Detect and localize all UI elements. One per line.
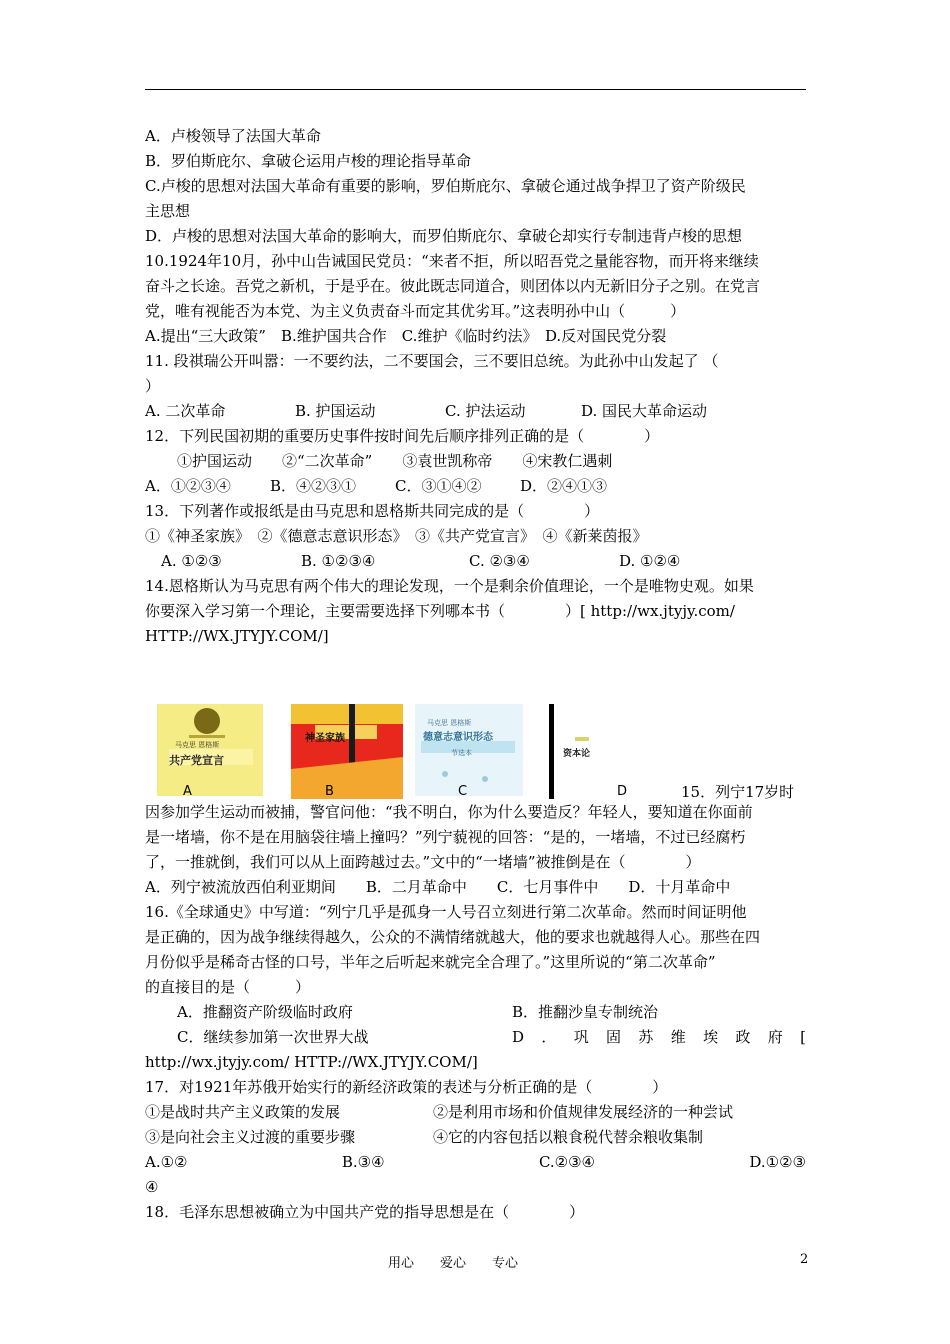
q10-line-3: 党，唯有视能否为本党、为主义负责奋斗而定其优劣耳。”这表明孙中山（ ） bbox=[145, 302, 686, 320]
option-a-prev: A．卢梭领导了法国大革命 bbox=[145, 127, 321, 145]
q17-option-d: D.①②③ bbox=[749, 1153, 806, 1171]
q12-option-d: D．②④①③ bbox=[520, 477, 608, 495]
q11-line-2: ） bbox=[145, 377, 161, 395]
document-body bbox=[145, 124, 806, 1225]
book-b-label: B bbox=[325, 784, 334, 799]
q16-option-c: C．继续参加第一次世界大战 bbox=[177, 1028, 369, 1046]
q16-options-ab bbox=[145, 1000, 806, 1025]
q16-d-char: 固 bbox=[606, 1028, 622, 1046]
q17-items-34 bbox=[145, 1125, 806, 1150]
q16-line-1: 16.《全球通史》中写道：“列宁几乎是孤身一人号召立刻进行第二次革命。然而时间证明他 bbox=[145, 903, 747, 921]
q14-line-2: 你要深入学习第一个理论，主要需要选择下列哪本书（ ）[ http://wx.jtyjy.com/ bbox=[145, 602, 735, 620]
q12-options bbox=[145, 474, 806, 499]
q17-item-1: ①是战时共产主义政策的发展 bbox=[145, 1103, 341, 1121]
q12-option-b: B．④②③① bbox=[270, 477, 357, 495]
q16-d-char: ． bbox=[541, 1028, 557, 1046]
book-a-label: A bbox=[183, 784, 192, 799]
q16-d-char: D bbox=[512, 1028, 525, 1046]
q16-d-char: 巩 bbox=[573, 1028, 589, 1046]
q11-line-1: 11. 段祺瑞公开叫嚣：一不要约法，二不要国会，三不要旧总统。为此孙中山发起了 （ bbox=[145, 352, 719, 370]
q17-items-12 bbox=[145, 1100, 806, 1125]
q13-option-a: A. ①②③ bbox=[161, 552, 222, 570]
book-c-title: 德意志意识形态 bbox=[423, 732, 493, 743]
q10-line-2: 奋斗之长途。吾党之新机，于是乎在。彼此既志同道合，则团体以内无新旧分子之别。在党言 bbox=[145, 277, 761, 295]
book-image-row bbox=[145, 649, 806, 800]
q11-option-b: B. 护国运动 bbox=[295, 402, 376, 420]
q13-options bbox=[145, 549, 806, 574]
q16-option-d bbox=[512, 1025, 806, 1050]
q13-option-d: D. ①②④ bbox=[619, 552, 681, 570]
q11-option-d: D. 国民大革命运动 bbox=[581, 402, 708, 420]
q13-option-b: B. ①②③④ bbox=[301, 552, 376, 570]
q16-d-char: 维 bbox=[670, 1028, 686, 1046]
q16-line-2: 是正确的，因为战争继续得越久，公众的不满情绪就越大，他的要求也就越得人心。那些在四 bbox=[145, 928, 761, 946]
q16-options-cd bbox=[145, 1025, 806, 1050]
q16-line-4: 的直接目的是（ ） bbox=[145, 978, 311, 996]
q17-option-c: C.②③④ bbox=[538, 1153, 595, 1171]
q16-option-b: B．推翻沙皇专制统治 bbox=[512, 1003, 659, 1021]
q12-option-a: A．①②③④ bbox=[145, 477, 231, 495]
q16-option-a: A．推翻资产阶级临时政府 bbox=[177, 1003, 353, 1021]
q15-line-3: 了，一推就倒，我们可以从上面跨越过去。”文中的“一堵墙”被推倒是在（ ） bbox=[145, 853, 701, 871]
book-d-label: D bbox=[617, 784, 628, 799]
q16-d-char: 埃 bbox=[703, 1028, 719, 1046]
option-c-prev-wrap: 主思想 bbox=[145, 202, 191, 220]
q17-option-a: A.①② bbox=[145, 1153, 188, 1171]
q17-item-3: ③是向社会主义过渡的重要步骤 bbox=[145, 1128, 356, 1146]
q14-line-1: 14.恩格斯认为马克思有两个伟大的理论发现，一个是剩余价值理论，一个是唯物史观。如果 bbox=[145, 577, 754, 595]
q17-item-2: ②是利用市场和价值规律发展经济的一种尝试 bbox=[433, 1103, 734, 1121]
q16-d-char: [ bbox=[800, 1028, 806, 1046]
q15-first: 15．列宁17岁时 bbox=[681, 783, 795, 801]
q12-stem: 12．下列民国初期的重要历史事件按时间先后顺序排列正确的是（ ） bbox=[145, 427, 660, 445]
q11-option-c: C. 护法运动 bbox=[445, 402, 526, 420]
q12-items: ①护国运动 ②“二次革命” ③袁世凯称帝 ④宋教仁遇刺 bbox=[177, 452, 613, 470]
book-b-title: 神圣家族 bbox=[305, 733, 345, 744]
q11-option-a: A. 二次革命 bbox=[145, 402, 226, 420]
q16-d-char: 政 bbox=[735, 1028, 751, 1046]
q17-options bbox=[145, 1150, 806, 1175]
option-d-prev: D．卢梭的思想对法国大革命的影响大，而罗伯斯庇尔、拿破仑却实行专制违背卢梭的思想 bbox=[145, 227, 743, 245]
q11-options bbox=[145, 399, 806, 424]
header-rule bbox=[145, 89, 806, 90]
q16-link: http://wx.jtyjy.com/ HTTP://WX.JTYJY.COM/] bbox=[145, 1053, 478, 1071]
book-c-sub: 节选本 bbox=[451, 749, 472, 757]
q13-stem: 13．下列著作或报纸是由马克思和恩格斯共同完成的是（ ） bbox=[145, 502, 600, 520]
book-a-author: 马克思 恩格斯 bbox=[175, 741, 220, 749]
q16-line-3: 月份似乎是稀奇古怪的口号，半年之后听起来就完全合理了。”这里所说的“第二次革命” bbox=[145, 953, 716, 971]
book-c-label: C bbox=[458, 784, 468, 799]
q16-d-char: 府 bbox=[767, 1028, 783, 1046]
q17-item-4: ④它的内容包括以粮食税代替余粮收集制 bbox=[433, 1128, 704, 1146]
book-a-title: 共产党宣言 bbox=[169, 754, 224, 767]
option-c-prev: C.卢梭的思想对法国大革命有重要的影响，罗伯斯庇尔、拿破仑通过战争捍卫了资产阶级民 bbox=[145, 177, 746, 195]
book-d-title: 资本论 bbox=[563, 749, 591, 759]
book-c-author: 马克思 恩格斯 bbox=[427, 719, 472, 727]
q15-line-2: 是一堵墙，你不是在用脑袋往墙上撞吗？”列宁藐视的回答：“是的，一堵墙，不过已经腐朽 bbox=[145, 828, 746, 846]
q17-option-b: B.③④ bbox=[341, 1153, 385, 1171]
q18-stem: 18．毛泽东思想被确立为中国共产党的指导思想是在（ ） bbox=[145, 1203, 585, 1221]
q12-option-c: C．③①④② bbox=[395, 477, 482, 495]
page-number: 2 bbox=[800, 1252, 809, 1267]
footer-motto: 用心 爱心 专心 bbox=[388, 1256, 519, 1271]
q13-items: ①《神圣家族》 ②《德意志意识形态》 ③《共产党宣言》 ④《新莱茵报》 bbox=[145, 527, 648, 545]
q17-option-d-wrap: ④ bbox=[145, 1178, 159, 1196]
q10-line-1: 10.1924年10月，孙中山告诫国民党员：“来者不拒，所以昭吾党之量能容物，而开将来继续 bbox=[145, 252, 759, 270]
q17-stem: 17．对1921年苏俄开始实行的新经济政策的表述与分析正确的是（ ） bbox=[145, 1078, 668, 1096]
q16-d-char: 苏 bbox=[638, 1028, 654, 1046]
q15-line-1: 因参加学生运动而被捕，警官问他：“我不明白，你为什么要造反？年轻人，要知道在你面前 bbox=[145, 803, 753, 821]
q13-option-c: C. ②③④ bbox=[469, 552, 530, 570]
q15-options: A．列宁被流放西伯利亚期间 B．二月革命中 C．七月事件中 D．十月革命中 bbox=[145, 878, 731, 896]
q10-options: A.提出“三大政策” B.维护国共合作 C.维护《临时约法》 D.反对国民党分裂 bbox=[145, 327, 667, 345]
book-cover-b bbox=[291, 704, 403, 799]
option-b-prev: B．罗伯斯庇尔、拿破仑运用卢梭的理论指导革命 bbox=[145, 152, 472, 170]
q14-line-3: HTTP://WX.JTYJY.COM/] bbox=[145, 627, 329, 645]
